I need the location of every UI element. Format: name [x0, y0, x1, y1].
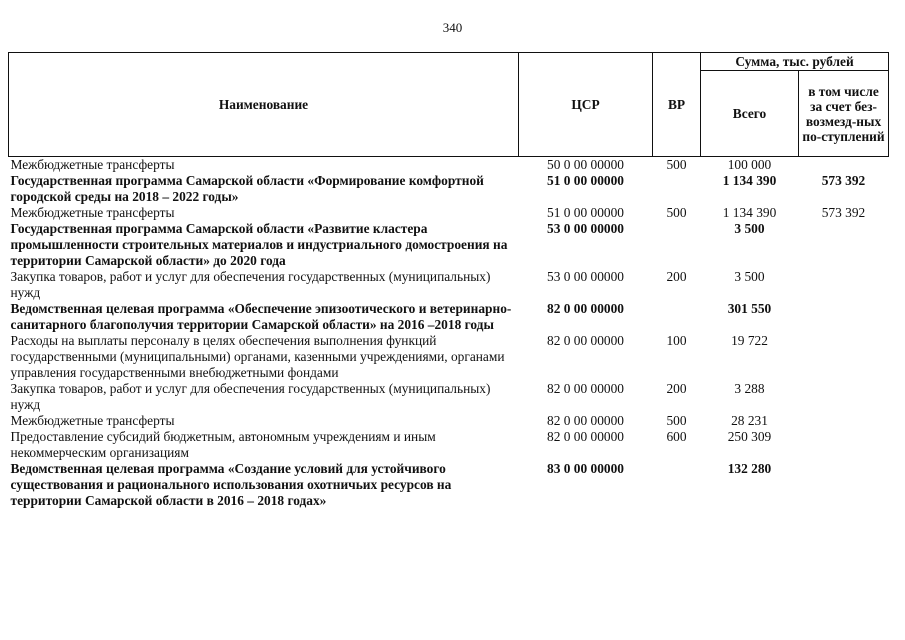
row-bezv [799, 157, 889, 174]
budget-table-container [8, 52, 889, 509]
row-bezv [799, 461, 889, 509]
row-csr: 82 0 00 00000 [547, 381, 624, 396]
row-vr [653, 173, 701, 205]
header-vr: ВР [653, 53, 701, 157]
table-row [9, 429, 889, 461]
row-name: Закупка товаров, работ и услуг для обеспечения государственных (муниципальных) нужд [10, 269, 491, 300]
table-row [9, 461, 889, 509]
row-csr: 51 0 00 00000 [547, 205, 624, 220]
row-total: 3 500 [734, 269, 765, 284]
row-bezv [799, 381, 889, 413]
row-name: Межбюджетные трансферты [10, 157, 175, 172]
row-csr: 82 0 00 00000 [547, 301, 624, 316]
row-bezv: 573 392 [821, 205, 866, 220]
row-total: 132 280 [727, 461, 772, 476]
row-total: 100 000 [727, 157, 772, 172]
row-name: Ведомственная целевая программа «Обеспечение эпизоотического и ветеринарно-санитарного благополучия территории Самарской области» на 2016 –2018 годы [10, 301, 512, 332]
row-name: Ведомственная целевая программа «Создание условий для устойчивого существования и рационального использования охотничьих ресурсов на территории Самарской области в 2016 – 2018 годах» [10, 461, 452, 508]
row-csr: 82 0 00 00000 [547, 429, 624, 444]
row-total: 3 288 [734, 381, 765, 396]
table-row [9, 333, 889, 381]
table-row [9, 381, 889, 413]
row-name: Расходы на выплаты персоналу в целях обеспечения выполнения функций государственными (муниципальными) органами, казенными учреждениями, органами управления государственными внебюджетными фондами [10, 333, 505, 380]
header-csr: ЦСР [519, 53, 653, 157]
row-total: 19 722 [731, 333, 768, 348]
table-row [9, 173, 889, 205]
table-row [9, 301, 889, 333]
row-vr: 600 [666, 429, 687, 444]
row-total: 250 309 [727, 429, 772, 444]
table-row [9, 157, 889, 174]
table-row [9, 221, 889, 269]
row-bezv [799, 221, 889, 269]
table-row [9, 413, 889, 429]
row-csr: 83 0 00 00000 [547, 461, 624, 476]
row-vr: 200 [666, 381, 687, 396]
row-bezv [799, 429, 889, 461]
header-total: Всего [701, 71, 799, 157]
row-vr: 100 [666, 333, 687, 348]
row-bezv [799, 333, 889, 381]
table-row [9, 205, 889, 221]
row-total: 28 231 [731, 413, 768, 428]
row-bezv [799, 301, 889, 333]
table-row [9, 269, 889, 301]
row-name: Государственная программа Самарской области «Формирование комфортной городской среды на 2018 – 2022 годы» [10, 173, 484, 204]
row-vr: 500 [666, 413, 687, 428]
row-name: Предоставление субсидий бюджетным, автономным учреждениям и иным некоммерческим организациям [10, 429, 436, 460]
row-total: 1 134 390 [722, 173, 777, 188]
row-csr: 82 0 00 00000 [547, 413, 624, 428]
row-total: 1 134 390 [722, 205, 777, 220]
row-name: Межбюджетные трансферты [10, 205, 175, 220]
row-csr: 53 0 00 00000 [547, 221, 624, 236]
row-csr: 51 0 00 00000 [547, 173, 624, 188]
row-name: Государственная программа Самарской области «Развитие кластера промышленности строительных материалов и индустриального домостроения на территории Самарской области» до 2020 года [10, 221, 508, 268]
row-vr: 500 [666, 205, 687, 220]
row-name: Закупка товаров, работ и услуг для обеспечения государственных (муниципальных) нужд [10, 381, 491, 412]
row-vr [653, 221, 701, 269]
row-vr [653, 461, 701, 509]
row-total: 3 500 [734, 221, 765, 236]
budget-table [8, 52, 889, 509]
row-csr: 82 0 00 00000 [547, 333, 624, 348]
header-sum: Сумма, тыс. рублей [701, 53, 889, 71]
row-bezv [799, 269, 889, 301]
row-total: 301 550 [727, 301, 772, 316]
row-csr: 53 0 00 00000 [547, 269, 624, 284]
row-vr [653, 301, 701, 333]
page-number: 340 [442, 20, 463, 35]
row-vr: 200 [666, 269, 687, 284]
row-bezv: 573 392 [821, 173, 866, 188]
row-bezv [799, 413, 889, 429]
row-csr: 50 0 00 00000 [547, 157, 624, 172]
row-name: Межбюджетные трансферты [10, 413, 175, 428]
header-name: Наименование [9, 53, 519, 157]
header-bezv: в том числе за счет без-возмезд-ных по-ступлений [799, 71, 889, 157]
row-vr: 500 [666, 157, 687, 172]
